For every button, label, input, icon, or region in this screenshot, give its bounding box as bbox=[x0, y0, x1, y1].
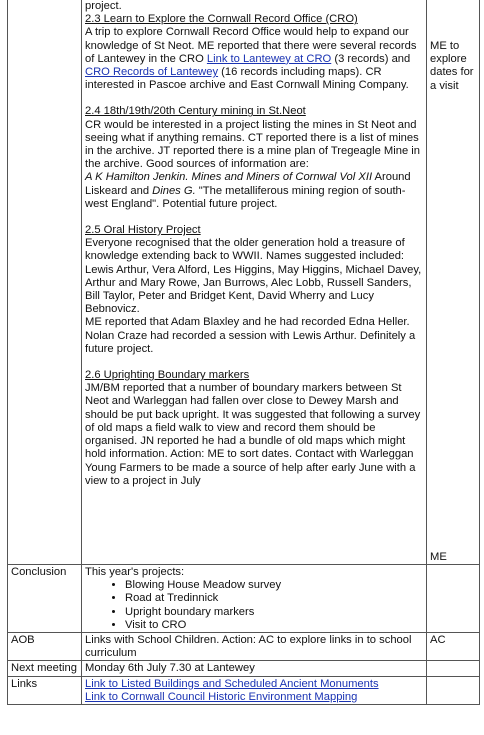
section-2-4-title: 2.4 18th/19th/20th Century mining in St.Neot bbox=[85, 105, 306, 118]
aob-label: AOB bbox=[8, 633, 82, 661]
section-2-5-names: Lewis Arthur, Vera Alford, Les Higgins, May Higgins, Michael Davey, Arthur and Mary Rowe, Jan Burrows, Alec Lobb, Russell Sanders, Bill Taylor, Peter and Bridget Kent, David Wherry and Lucy Bebnovicz. bbox=[85, 263, 422, 316]
link-lantewey-at-cro[interactable]: Link to Lantewey at CRO bbox=[206, 52, 332, 65]
aob-text: Links with School Children. Action: AC to explore links in to school curriculum bbox=[82, 633, 427, 661]
section-2-6-body: JM/BM reported that a number of boundary markers between St Neot and Warleggan had fallen over close to Dewey Marsh and should be put back upright. It was suggested that following a survey of old maps a field walk to view and record them should be organised. JN reported he had a bundle of old maps which might hold information. Action: ME to sort dates. Contact with Warleggan Young Farmers to be made a source of help after early June with a view to a project in July bbox=[85, 382, 421, 487]
empty-label-cell bbox=[8, 0, 82, 565]
projects-list bbox=[85, 579, 423, 632]
next-meeting-row bbox=[8, 661, 480, 676]
section-2-6 bbox=[85, 369, 423, 488]
section-2-5-body: Everyone recognised that the older generation hold a treasure of knowledge extending back to WWII. Names suggested included: bbox=[85, 237, 405, 263]
source-2-title: Dines G. bbox=[152, 184, 196, 197]
section-2-5-title: 2.5 Oral History Project bbox=[85, 224, 201, 237]
minutes-table bbox=[7, 0, 480, 705]
link-listed-buildings[interactable]: Link to Listed Buildings and Scheduled Ancient Monuments bbox=[85, 677, 379, 690]
section-2-3-body bbox=[85, 26, 423, 92]
section-2-4-sources bbox=[85, 171, 423, 211]
section-2-6-title: 2.6 Uprighting Boundary markers bbox=[85, 369, 250, 382]
aob-action: AC bbox=[427, 633, 480, 661]
source-2-rest: "The metalliferous mining region of south-west England". Potential future project. bbox=[85, 184, 406, 210]
source-1-title: A K Hamilton Jenkin. Mines and Miners of Cornwal Vol XII bbox=[85, 171, 373, 184]
conclusion-action bbox=[427, 565, 480, 633]
section-2-3-text-1: A trip to explore Cornwall Record Office would help to expand our knowledge of St Neot. ME reported that there were several records of Lantewey in the CRO bbox=[85, 26, 417, 65]
links-row bbox=[8, 676, 480, 704]
list-item: • Upright boundary markers bbox=[125, 606, 423, 619]
aob-row bbox=[8, 633, 480, 661]
conclusion-label: Conclusion bbox=[8, 565, 82, 633]
conclusion-intro: This year's projects: bbox=[85, 566, 185, 579]
actions-cell bbox=[427, 0, 480, 565]
link-cro-records-of-lantewey[interactable]: CRO Records of Lantewey bbox=[85, 66, 219, 79]
source-1-rest: Around Liskeard and bbox=[85, 171, 411, 197]
agenda-items-row bbox=[8, 0, 480, 565]
next-meeting-action bbox=[427, 661, 480, 676]
links-action bbox=[427, 676, 480, 704]
action-section-2-3: ME to explore dates for a visit bbox=[430, 40, 474, 92]
conclusion-row bbox=[8, 565, 480, 633]
link-historic-environment-mapping[interactable]: Link to Cornwall Council Historic Environment Mapping bbox=[85, 690, 358, 703]
section-2-5-report: ME reported that Adam Blaxley and he had recorded Edna Heller. Nolan Craze had recorded a session with Lewis Arthur. Definitely a future project. bbox=[85, 316, 416, 355]
agenda-items-cell bbox=[82, 0, 427, 565]
links-content bbox=[82, 676, 427, 704]
links-label: Links bbox=[8, 676, 82, 704]
section-2-4-body: CR would be interested in a project listing the mines in St Neot and seeing what if anything remains. CT reported there is a list of mines in the archive. JT reported there is a mine plan of Tregeagle Mine in the archive. Good sources of information are: bbox=[85, 118, 420, 171]
list-item: • Visit to CRO bbox=[125, 619, 423, 632]
conclusion-content bbox=[82, 565, 427, 633]
next-meeting-text: Monday 6th July 7.30 at Lantewey bbox=[82, 661, 427, 676]
section-2-3-text-2: (3 records) and bbox=[331, 52, 411, 65]
section-2-3-title: 2.3 Learn to Explore the Cornwall Record Office (CRO) bbox=[85, 13, 358, 26]
section-2-3-text-3: (16 records including maps). CR interested in Pascoe archive and East Cornwall Mining Company. bbox=[85, 66, 409, 92]
section-2-4 bbox=[85, 105, 423, 211]
intro-continuation: project. bbox=[85, 0, 122, 12]
list-item: • Road at Tredinnick bbox=[125, 592, 423, 605]
list-item: • Blowing House Meadow survey bbox=[125, 579, 423, 592]
section-2-3 bbox=[85, 13, 423, 92]
next-meeting-label: Next meeting bbox=[8, 661, 82, 676]
action-section-2-6: ME bbox=[430, 550, 447, 563]
section-2-5 bbox=[85, 224, 423, 356]
